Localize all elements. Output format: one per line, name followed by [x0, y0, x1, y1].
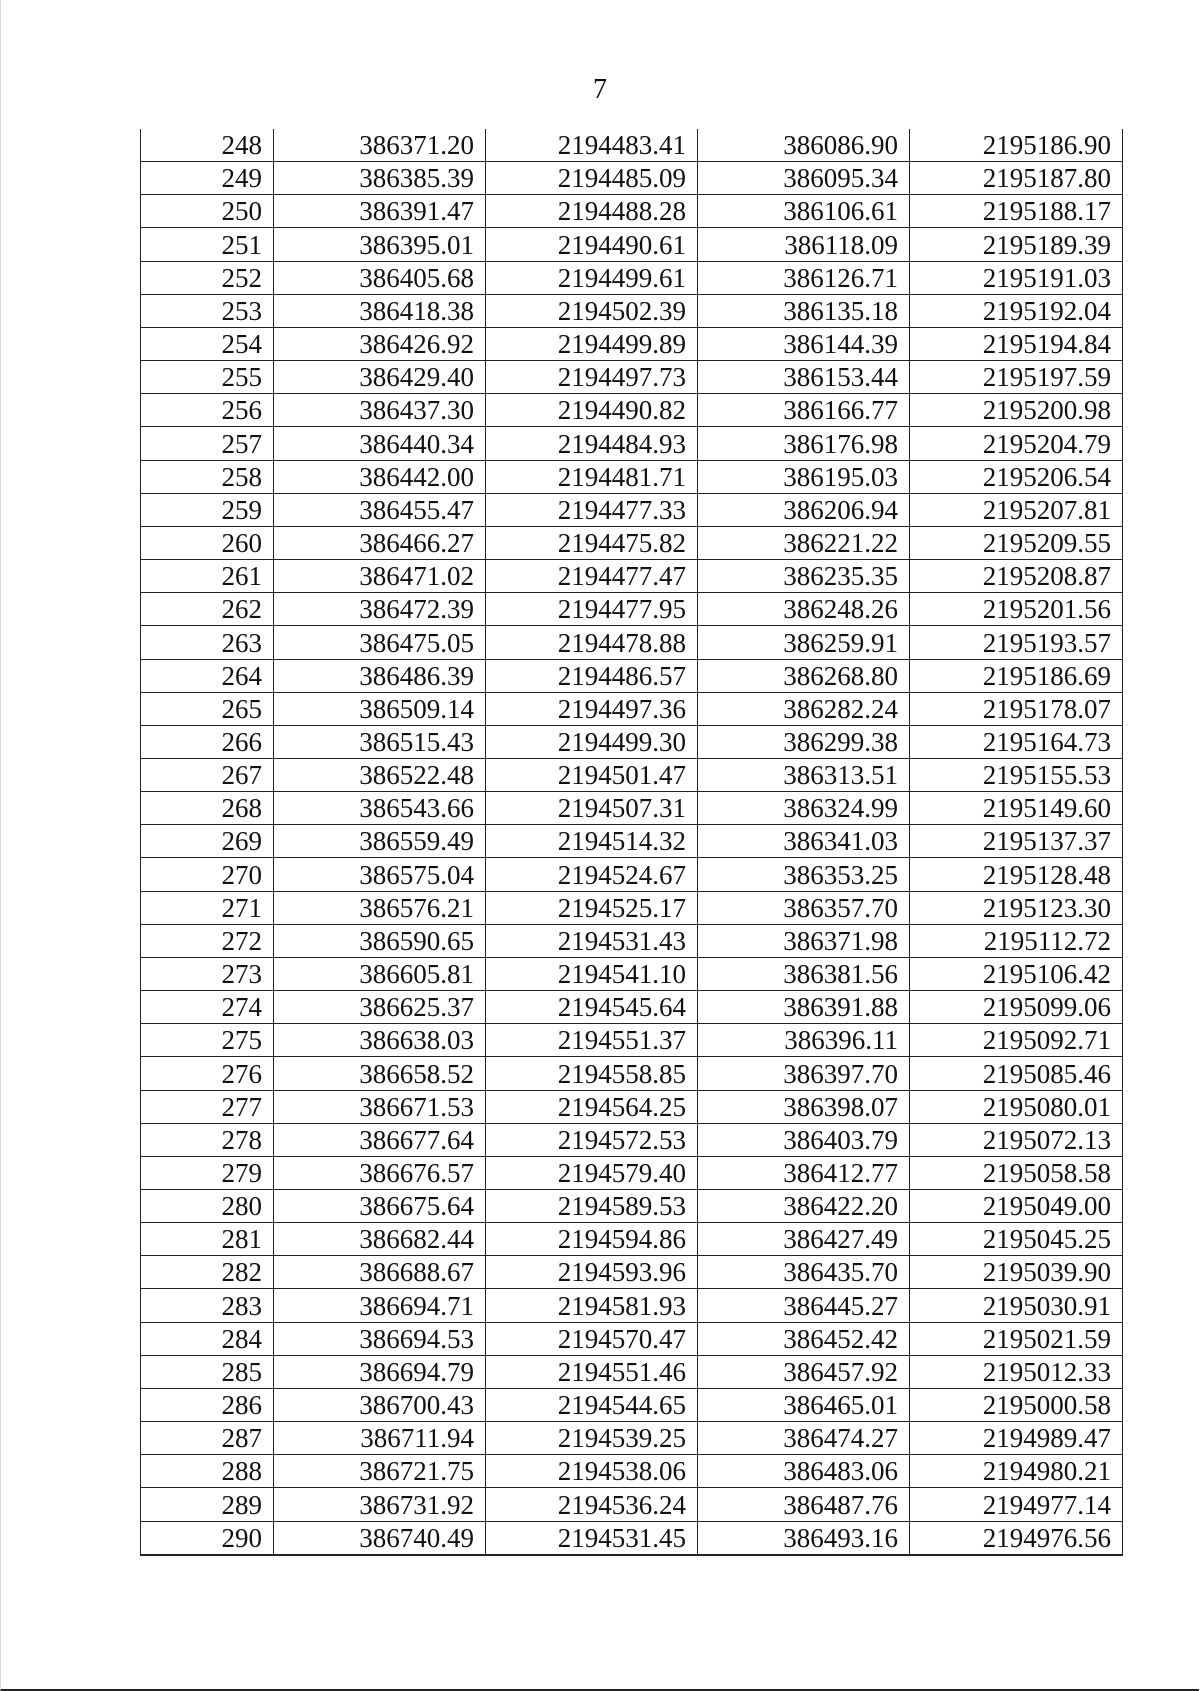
coordinate-cell: 386353.25	[698, 858, 910, 891]
coordinate-cell: 386412.77	[698, 1156, 910, 1189]
coordinate-cell: 386206.94	[698, 493, 910, 526]
table-row	[141, 659, 1123, 692]
point-number-cell: 258	[141, 460, 274, 493]
coordinate-cell: 386682.44	[274, 1223, 486, 1256]
coordinate-cell: 386575.04	[274, 858, 486, 891]
table-row	[141, 394, 1123, 427]
coordinate-cell: 2195080.01	[910, 1090, 1123, 1123]
coordinate-cell: 2194572.53	[486, 1123, 698, 1156]
coordinate-cell: 386466.27	[274, 526, 486, 559]
coordinate-cell: 2194579.40	[486, 1156, 698, 1189]
coordinate-cell: 2194477.33	[486, 493, 698, 526]
point-number-cell: 281	[141, 1223, 274, 1256]
coordinate-cell: 2195049.00	[910, 1190, 1123, 1223]
coordinate-cell: 386740.49	[274, 1521, 486, 1555]
coordinate-cell: 2194490.61	[486, 228, 698, 261]
coordinate-cell: 2195106.42	[910, 957, 1123, 990]
table-row	[141, 460, 1123, 493]
table-row	[141, 228, 1123, 261]
point-number-cell: 282	[141, 1256, 274, 1289]
coordinate-cell: 386153.44	[698, 361, 910, 394]
table-row	[141, 593, 1123, 626]
table-row	[141, 195, 1123, 228]
coordinate-cell: 386282.24	[698, 692, 910, 725]
coordinate-cell: 386711.94	[274, 1422, 486, 1455]
coordinate-cell: 386397.70	[698, 1057, 910, 1090]
point-number-cell: 287	[141, 1422, 274, 1455]
point-number-cell: 275	[141, 1024, 274, 1057]
point-number-cell: 251	[141, 228, 274, 261]
coordinate-cell: 2195201.56	[910, 593, 1123, 626]
coordinate-cell: 2194497.36	[486, 692, 698, 725]
point-number-cell: 286	[141, 1388, 274, 1421]
table-row	[141, 1455, 1123, 1488]
coordinate-cell: 386671.53	[274, 1090, 486, 1123]
coordinate-cell: 386427.49	[698, 1223, 910, 1256]
coordinate-cell: 2194499.89	[486, 327, 698, 360]
coordinate-cell: 2194581.93	[486, 1289, 698, 1322]
table-row	[141, 1256, 1123, 1289]
coordinate-cell: 2195058.58	[910, 1156, 1123, 1189]
coordinate-cell: 2194980.21	[910, 1455, 1123, 1488]
coordinate-cell: 2194485.09	[486, 162, 698, 195]
coordinate-cell: 2194488.28	[486, 195, 698, 228]
coordinate-cell: 386638.03	[274, 1024, 486, 1057]
table-row	[141, 1322, 1123, 1355]
point-number-cell: 260	[141, 526, 274, 559]
coordinate-cell: 386426.92	[274, 327, 486, 360]
coordinate-cell: 2194524.67	[486, 858, 698, 891]
coordinate-cell: 386731.92	[274, 1488, 486, 1521]
coordinate-cell: 2195191.03	[910, 261, 1123, 294]
table-row	[141, 560, 1123, 593]
table-row	[141, 1057, 1123, 1090]
table-row	[141, 427, 1123, 460]
table-row	[141, 991, 1123, 1024]
coordinate-cell: 386486.39	[274, 659, 486, 692]
coordinate-cell: 386515.43	[274, 725, 486, 758]
coordinate-cell: 386429.40	[274, 361, 486, 394]
coordinate-cell: 2194531.45	[486, 1521, 698, 1555]
coordinate-cell: 386299.38	[698, 725, 910, 758]
point-number-cell: 283	[141, 1289, 274, 1322]
coordinate-cell: 2195155.53	[910, 758, 1123, 791]
coordinate-cell: 386324.99	[698, 792, 910, 825]
table-row	[141, 1422, 1123, 1455]
table-row	[141, 493, 1123, 526]
coordinate-cell: 2194490.82	[486, 394, 698, 427]
coordinate-cell: 2194477.95	[486, 593, 698, 626]
table-row	[141, 129, 1123, 162]
page-number: 7	[593, 74, 607, 105]
coordinate-cell: 2195178.07	[910, 692, 1123, 725]
point-number-cell: 263	[141, 626, 274, 659]
coordinate-cell: 2195112.72	[910, 924, 1123, 957]
table-row	[141, 891, 1123, 924]
table-row	[141, 725, 1123, 758]
point-number-cell: 277	[141, 1090, 274, 1123]
point-number-cell: 289	[141, 1488, 274, 1521]
table-row	[141, 924, 1123, 957]
point-number-cell: 259	[141, 493, 274, 526]
point-number-cell: 261	[141, 560, 274, 593]
table-row	[141, 1289, 1123, 1322]
coordinate-cell: 2194976.56	[910, 1521, 1123, 1555]
point-number-cell: 274	[141, 991, 274, 1024]
point-number-cell: 256	[141, 394, 274, 427]
coordinate-cell: 386658.52	[274, 1057, 486, 1090]
coordinate-cell: 2194538.06	[486, 1455, 698, 1488]
point-number-cell: 253	[141, 294, 274, 327]
coordinate-cell: 2195186.90	[910, 129, 1123, 162]
coordinate-cell: 386398.07	[698, 1090, 910, 1123]
coordinate-cell: 2194514.32	[486, 825, 698, 858]
coordinate-cell: 386166.77	[698, 394, 910, 427]
point-number-cell: 268	[141, 792, 274, 825]
coordinate-cell: 386135.18	[698, 294, 910, 327]
coordinate-cell: 2194525.17	[486, 891, 698, 924]
point-number-cell: 254	[141, 327, 274, 360]
table-row	[141, 825, 1123, 858]
coordinate-cell: 386437.30	[274, 394, 486, 427]
coordinate-cell: 2195197.59	[910, 361, 1123, 394]
coordinate-cell: 2194551.37	[486, 1024, 698, 1057]
coordinate-cell: 386625.37	[274, 991, 486, 1024]
table-row	[141, 162, 1123, 195]
coordinate-cell: 2195039.90	[910, 1256, 1123, 1289]
coordinate-cell: 386418.38	[274, 294, 486, 327]
coordinate-cell: 386395.01	[274, 228, 486, 261]
point-number-cell: 264	[141, 659, 274, 692]
coordinate-cell: 2194477.47	[486, 560, 698, 593]
coordinate-table-body	[141, 129, 1123, 1555]
coordinate-cell: 386248.26	[698, 593, 910, 626]
coordinate-cell: 2195123.30	[910, 891, 1123, 924]
table-row	[141, 1223, 1123, 1256]
coordinate-cell: 2195207.81	[910, 493, 1123, 526]
coordinate-cell: 2195208.87	[910, 560, 1123, 593]
point-number-cell: 284	[141, 1322, 274, 1355]
table-row	[141, 1024, 1123, 1057]
coordinate-cell: 386694.79	[274, 1355, 486, 1388]
coordinate-cell: 386371.20	[274, 129, 486, 162]
coordinate-cell: 2194499.61	[486, 261, 698, 294]
table-row	[141, 294, 1123, 327]
coordinate-cell: 386106.61	[698, 195, 910, 228]
coordinate-cell: 2194570.47	[486, 1322, 698, 1355]
coordinate-cell: 386700.43	[274, 1388, 486, 1421]
point-number-cell: 270	[141, 858, 274, 891]
coordinate-cell: 2194536.24	[486, 1488, 698, 1521]
coordinate-cell: 386475.05	[274, 626, 486, 659]
coordinate-cell: 2195128.48	[910, 858, 1123, 891]
coordinate-cell: 2195045.25	[910, 1223, 1123, 1256]
coordinate-cell: 2194539.25	[486, 1422, 698, 1455]
coordinate-cell: 386259.91	[698, 626, 910, 659]
coordinate-cell: 386440.34	[274, 427, 486, 460]
coordinate-cell: 386144.39	[698, 327, 910, 360]
coordinate-cell: 386493.16	[698, 1521, 910, 1555]
table-row	[141, 361, 1123, 394]
coordinate-cell: 2195192.04	[910, 294, 1123, 327]
coordinate-cell: 2195092.71	[910, 1024, 1123, 1057]
coordinate-cell: 386371.98	[698, 924, 910, 957]
point-number-cell: 266	[141, 725, 274, 758]
coordinate-cell: 386576.21	[274, 891, 486, 924]
coordinate-cell: 2195194.84	[910, 327, 1123, 360]
coordinate-cell: 2195204.79	[910, 427, 1123, 460]
table-row	[141, 1488, 1123, 1521]
coordinate-cell: 386235.35	[698, 560, 910, 593]
coordinate-cell: 2194499.30	[486, 725, 698, 758]
point-number-cell: 267	[141, 758, 274, 791]
coordinate-cell: 386405.68	[274, 261, 486, 294]
coordinate-cell: 386403.79	[698, 1123, 910, 1156]
coordinate-cell: 386509.14	[274, 692, 486, 725]
coordinate-cell: 2194481.71	[486, 460, 698, 493]
point-number-cell: 249	[141, 162, 274, 195]
coordinate-cell: 2195012.33	[910, 1355, 1123, 1388]
coordinate-cell: 2194531.43	[486, 924, 698, 957]
coordinate-cell: 386396.11	[698, 1024, 910, 1057]
coordinate-cell: 386195.03	[698, 460, 910, 493]
table-row	[141, 327, 1123, 360]
coordinate-cell: 386474.27	[698, 1422, 910, 1455]
point-number-cell: 290	[141, 1521, 274, 1555]
coordinate-cell: 386605.81	[274, 957, 486, 990]
coordinate-cell: 2195021.59	[910, 1322, 1123, 1355]
coordinate-cell: 2195072.13	[910, 1123, 1123, 1156]
coordinate-cell: 386442.00	[274, 460, 486, 493]
coordinate-cell: 386176.98	[698, 427, 910, 460]
coordinate-cell: 2195137.37	[910, 825, 1123, 858]
coordinate-cell: 2194478.88	[486, 626, 698, 659]
coordinate-cell: 386095.34	[698, 162, 910, 195]
coordinate-cell: 2195030.91	[910, 1289, 1123, 1322]
coordinate-cell: 386559.49	[274, 825, 486, 858]
point-number-cell: 280	[141, 1190, 274, 1223]
point-number-cell: 273	[141, 957, 274, 990]
coordinate-cell: 2194977.14	[910, 1488, 1123, 1521]
coordinate-cell: 2194541.10	[486, 957, 698, 990]
coordinate-cell: 386385.39	[274, 162, 486, 195]
coordinate-cell: 2194593.96	[486, 1256, 698, 1289]
coordinate-cell: 386126.71	[698, 261, 910, 294]
point-number-cell: 279	[141, 1156, 274, 1189]
table-row	[141, 1123, 1123, 1156]
coordinate-cell: 2194483.41	[486, 129, 698, 162]
table-row	[141, 1521, 1123, 1555]
coordinate-cell: 386086.90	[698, 129, 910, 162]
coordinate-cell: 2194564.25	[486, 1090, 698, 1123]
coordinate-cell: 386341.03	[698, 825, 910, 858]
coordinate-cell: 2194558.85	[486, 1057, 698, 1090]
coordinate-cell: 2195187.80	[910, 162, 1123, 195]
coordinate-cell: 386471.02	[274, 560, 486, 593]
coordinate-cell: 2194589.53	[486, 1190, 698, 1223]
coordinate-cell: 2195099.06	[910, 991, 1123, 1024]
table-row	[141, 692, 1123, 725]
coordinate-cell: 2195193.57	[910, 626, 1123, 659]
table-row	[141, 858, 1123, 891]
coordinate-cell: 386221.22	[698, 526, 910, 559]
point-number-cell: 271	[141, 891, 274, 924]
coordinate-cell: 386721.75	[274, 1455, 486, 1488]
coordinate-cell: 386391.47	[274, 195, 486, 228]
coordinate-cell: 386118.09	[698, 228, 910, 261]
coordinate-cell: 386357.70	[698, 891, 910, 924]
point-number-cell: 248	[141, 129, 274, 162]
coordinate-cell: 2194594.86	[486, 1223, 698, 1256]
table-row	[141, 792, 1123, 825]
table-row	[141, 1090, 1123, 1123]
coordinate-cell: 386590.65	[274, 924, 486, 957]
coordinate-cell: 386435.70	[698, 1256, 910, 1289]
table-row	[141, 261, 1123, 294]
point-number-cell: 265	[141, 692, 274, 725]
point-number-cell: 285	[141, 1355, 274, 1388]
table-row	[141, 1156, 1123, 1189]
coordinate-cell: 386465.01	[698, 1388, 910, 1421]
coordinate-cell: 386543.66	[274, 792, 486, 825]
coordinate-cell: 2194501.47	[486, 758, 698, 791]
coordinate-cell: 386694.71	[274, 1289, 486, 1322]
coordinate-cell: 386422.20	[698, 1190, 910, 1223]
coordinate-cell: 386677.64	[274, 1123, 486, 1156]
coordinate-table	[140, 129, 1123, 1556]
point-number-cell: 252	[141, 261, 274, 294]
coordinate-cell: 386676.57	[274, 1156, 486, 1189]
coordinate-cell: 2194507.31	[486, 792, 698, 825]
coordinate-cell: 386391.88	[698, 991, 910, 1024]
coordinate-cell: 2195189.39	[910, 228, 1123, 261]
table-row	[141, 1190, 1123, 1223]
coordinate-cell: 2194502.39	[486, 294, 698, 327]
point-number-cell: 276	[141, 1057, 274, 1090]
coordinate-cell: 386472.39	[274, 593, 486, 626]
coordinate-cell: 2195186.69	[910, 659, 1123, 692]
coordinate-cell: 2194551.46	[486, 1355, 698, 1388]
coordinate-cell: 386381.56	[698, 957, 910, 990]
coordinate-cell: 2194544.65	[486, 1388, 698, 1421]
table-row	[141, 526, 1123, 559]
coordinate-cell: 386694.53	[274, 1322, 486, 1355]
point-number-cell: 262	[141, 593, 274, 626]
point-number-cell: 288	[141, 1455, 274, 1488]
coordinate-cell: 386457.92	[698, 1355, 910, 1388]
coordinate-cell: 2195200.98	[910, 394, 1123, 427]
coordinate-cell: 386487.76	[698, 1488, 910, 1521]
coordinate-cell: 386313.51	[698, 758, 910, 791]
point-number-cell: 250	[141, 195, 274, 228]
point-number-cell: 255	[141, 361, 274, 394]
coordinate-cell: 386483.06	[698, 1455, 910, 1488]
coordinate-cell: 2195000.58	[910, 1388, 1123, 1421]
coordinate-cell: 386445.27	[698, 1289, 910, 1322]
coordinate-cell: 386452.42	[698, 1322, 910, 1355]
coordinate-cell: 2194475.82	[486, 526, 698, 559]
coordinate-cell: 2195149.60	[910, 792, 1123, 825]
table-row	[141, 1355, 1123, 1388]
point-number-cell: 269	[141, 825, 274, 858]
table-row	[141, 758, 1123, 791]
table-row	[141, 626, 1123, 659]
coordinate-cell: 2195188.17	[910, 195, 1123, 228]
point-number-cell: 272	[141, 924, 274, 957]
coordinate-cell: 2195164.73	[910, 725, 1123, 758]
coordinate-cell: 2195209.55	[910, 526, 1123, 559]
coordinate-cell: 386688.67	[274, 1256, 486, 1289]
coordinate-cell: 386268.80	[698, 659, 910, 692]
point-number-cell: 257	[141, 427, 274, 460]
coordinate-cell: 2195085.46	[910, 1057, 1123, 1090]
coordinate-cell: 2194545.64	[486, 991, 698, 1024]
table-row	[141, 957, 1123, 990]
coordinate-cell: 2194989.47	[910, 1422, 1123, 1455]
coordinate-cell: 386675.64	[274, 1190, 486, 1223]
table-row	[141, 1388, 1123, 1421]
point-number-cell: 278	[141, 1123, 274, 1156]
coordinate-cell: 386455.47	[274, 493, 486, 526]
coordinate-cell: 2194486.57	[486, 659, 698, 692]
coordinate-cell: 2194497.73	[486, 361, 698, 394]
coordinate-cell: 2195206.54	[910, 460, 1123, 493]
coordinate-cell: 2194484.93	[486, 427, 698, 460]
coordinate-cell: 386522.48	[274, 758, 486, 791]
